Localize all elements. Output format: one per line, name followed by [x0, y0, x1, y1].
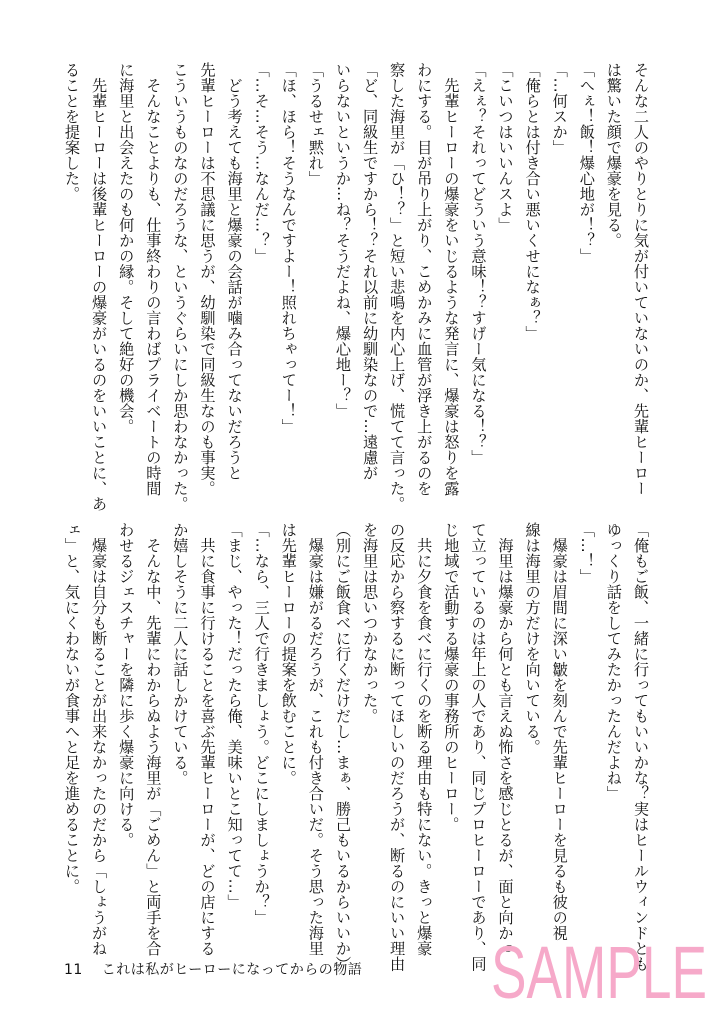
upper-text-line: こういうものなのだろうな、というぐらいにしか思わなかった。 [171, 62, 190, 512]
lower-text-line: か嬉しそうに二人に話しかけている。 [171, 522, 190, 786]
upper-text-line: 「俺らとは付き合い悪いくせになぁ？」 [523, 62, 542, 341]
lower-text-line: 線は海里の方だけを向いている。 [523, 522, 542, 755]
upper-text-line: 先輩ヒーローの爆豪をいじるような発言に、爆豪は怒りを露 [442, 62, 461, 496]
lower-text-line: は先輩ヒーローの提案を飲むことに。 [279, 522, 298, 786]
upper-text-line: いらないというか…ね？そうだよね、爆心地ー？」 [333, 62, 352, 419]
upper-text-line: 「えぇ？それってどういう意味！？すげー気になる！？」 [469, 62, 488, 465]
lower-text-line: 「…なら、三人で行きましょう。どこにしましょうか？」 [252, 522, 271, 925]
upper-text-line: 「うるせェ黙れ」 [306, 62, 325, 186]
lower-text-line: て立っているのは年上の人であり、同じプロヒーローであり、同 [469, 522, 488, 972]
book-title: これは私がヒーローになってからの物語 [101, 962, 363, 978]
lower-text-line: そんな中、先輩にわからぬよう海里が「ごめん」と両手を合 [144, 522, 163, 956]
upper-text-line: 「…そ…そう…なんだ…？」 [252, 62, 271, 264]
lower-text-line: を海里は思いつかなかった。 [361, 522, 380, 724]
lower-text-line: の反応から察するに断ってほしいのだろうが、断るのにいい理由 [388, 522, 407, 972]
text-block-upper [58, 62, 654, 512]
upper-text-line: 先輩ヒーローは後輩ヒーローの爆豪がいるのをいいことに、あ [90, 62, 109, 512]
sample-watermark-text: SAMPLE [491, 934, 707, 1004]
upper-text-line: ることを提案した。 [63, 62, 82, 202]
upper-text-line: 「ど、同級生ですから！？それ以前に幼馴染なので…遠慮が [361, 62, 380, 481]
lower-text-line: 海里は爆豪から何とも言えぬ怖さを感じとるが、面と向かっ [496, 522, 515, 956]
upper-text-line: 「…何スか」 [550, 62, 569, 155]
lower-text-line: ェ」と、気にくわないが食事へと足を進めることに。 [63, 522, 82, 894]
upper-text-line: どう考えても海里と爆豪の会話が噛み合ってないだろうと [225, 62, 244, 481]
lower-text-line: 爆豪は嫌がるだろうが、これも付き合いだ。そう思った海里 [306, 522, 325, 956]
lower-text-line: 爆豪は眉間に深い皺を刻んで先輩ヒーローを見るも彼の視 [550, 522, 569, 941]
upper-text-line: そんな二人のやりとりに気が付いていないのか、先輩ヒーロー [632, 62, 650, 496]
lower-text-line: 共に食事に行けることを喜ぶ先輩ヒーローが、どの店にする [198, 522, 217, 956]
lower-text-line: 「俺もご飯、一緒に行ってもいいかな？実はヒールウィンドとも [632, 522, 650, 972]
lower-text-line: 「まじ、やった！だったら俺、美味いとこ知ってて…」 [225, 522, 244, 910]
lower-text-line: じ地域で活動する爆豪の事務所のヒーロー。 [442, 522, 461, 832]
lower-text-line: 共に夕食を食べに行くのを断る理由も特にない。きっと爆豪 [415, 522, 434, 956]
lower-text-line: ゆっくり話をしてみたかったんだよね」 [604, 522, 623, 801]
upper-text-line: 「へぇ！飯！爆心地が！？」 [577, 62, 596, 264]
lower-text-line: 爆豪は自分も断ることが出来なかったのだから「しょうがね [90, 522, 109, 956]
lower-text-line: 「…！」 [577, 522, 596, 584]
sample-watermark [488, 934, 710, 1004]
upper-text-line: は驚いた顔で爆豪を見る。 [604, 62, 623, 248]
upper-text-line: 「ほ、ほら！そうなんですよー！照れちゃってー！」 [279, 62, 298, 434]
lower-text-line: （別にご飯食べに行くだけだし…まぁ、勝己もいるからいいか） [333, 522, 352, 972]
upper-text-line: 「こいつはいいんスよ」 [496, 62, 515, 233]
upper-text-line: そんなことよりも、仕事終わりの言わばプライベートの時間 [144, 62, 163, 496]
upper-text-line: に海里と出会えたのも何かの縁。そして絶好の機会。 [117, 62, 136, 434]
lower-text-line: わせるジェスチャーを隣に歩く爆豪に向ける。 [117, 522, 136, 848]
page-number: 11 [64, 962, 83, 978]
upper-text-line: 察した海里が「ひ！？」と短い悲鳴を内心上げ、慌てて言った。 [388, 62, 407, 512]
upper-text-line: 先輩ヒーローは不思議に思うが、幼馴染で同級生なのも事実。 [198, 62, 217, 496]
upper-text-line: わにする。目が吊り上がり、こめかみに血管が浮き上がるのを [415, 62, 434, 496]
page-footer [64, 959, 362, 979]
